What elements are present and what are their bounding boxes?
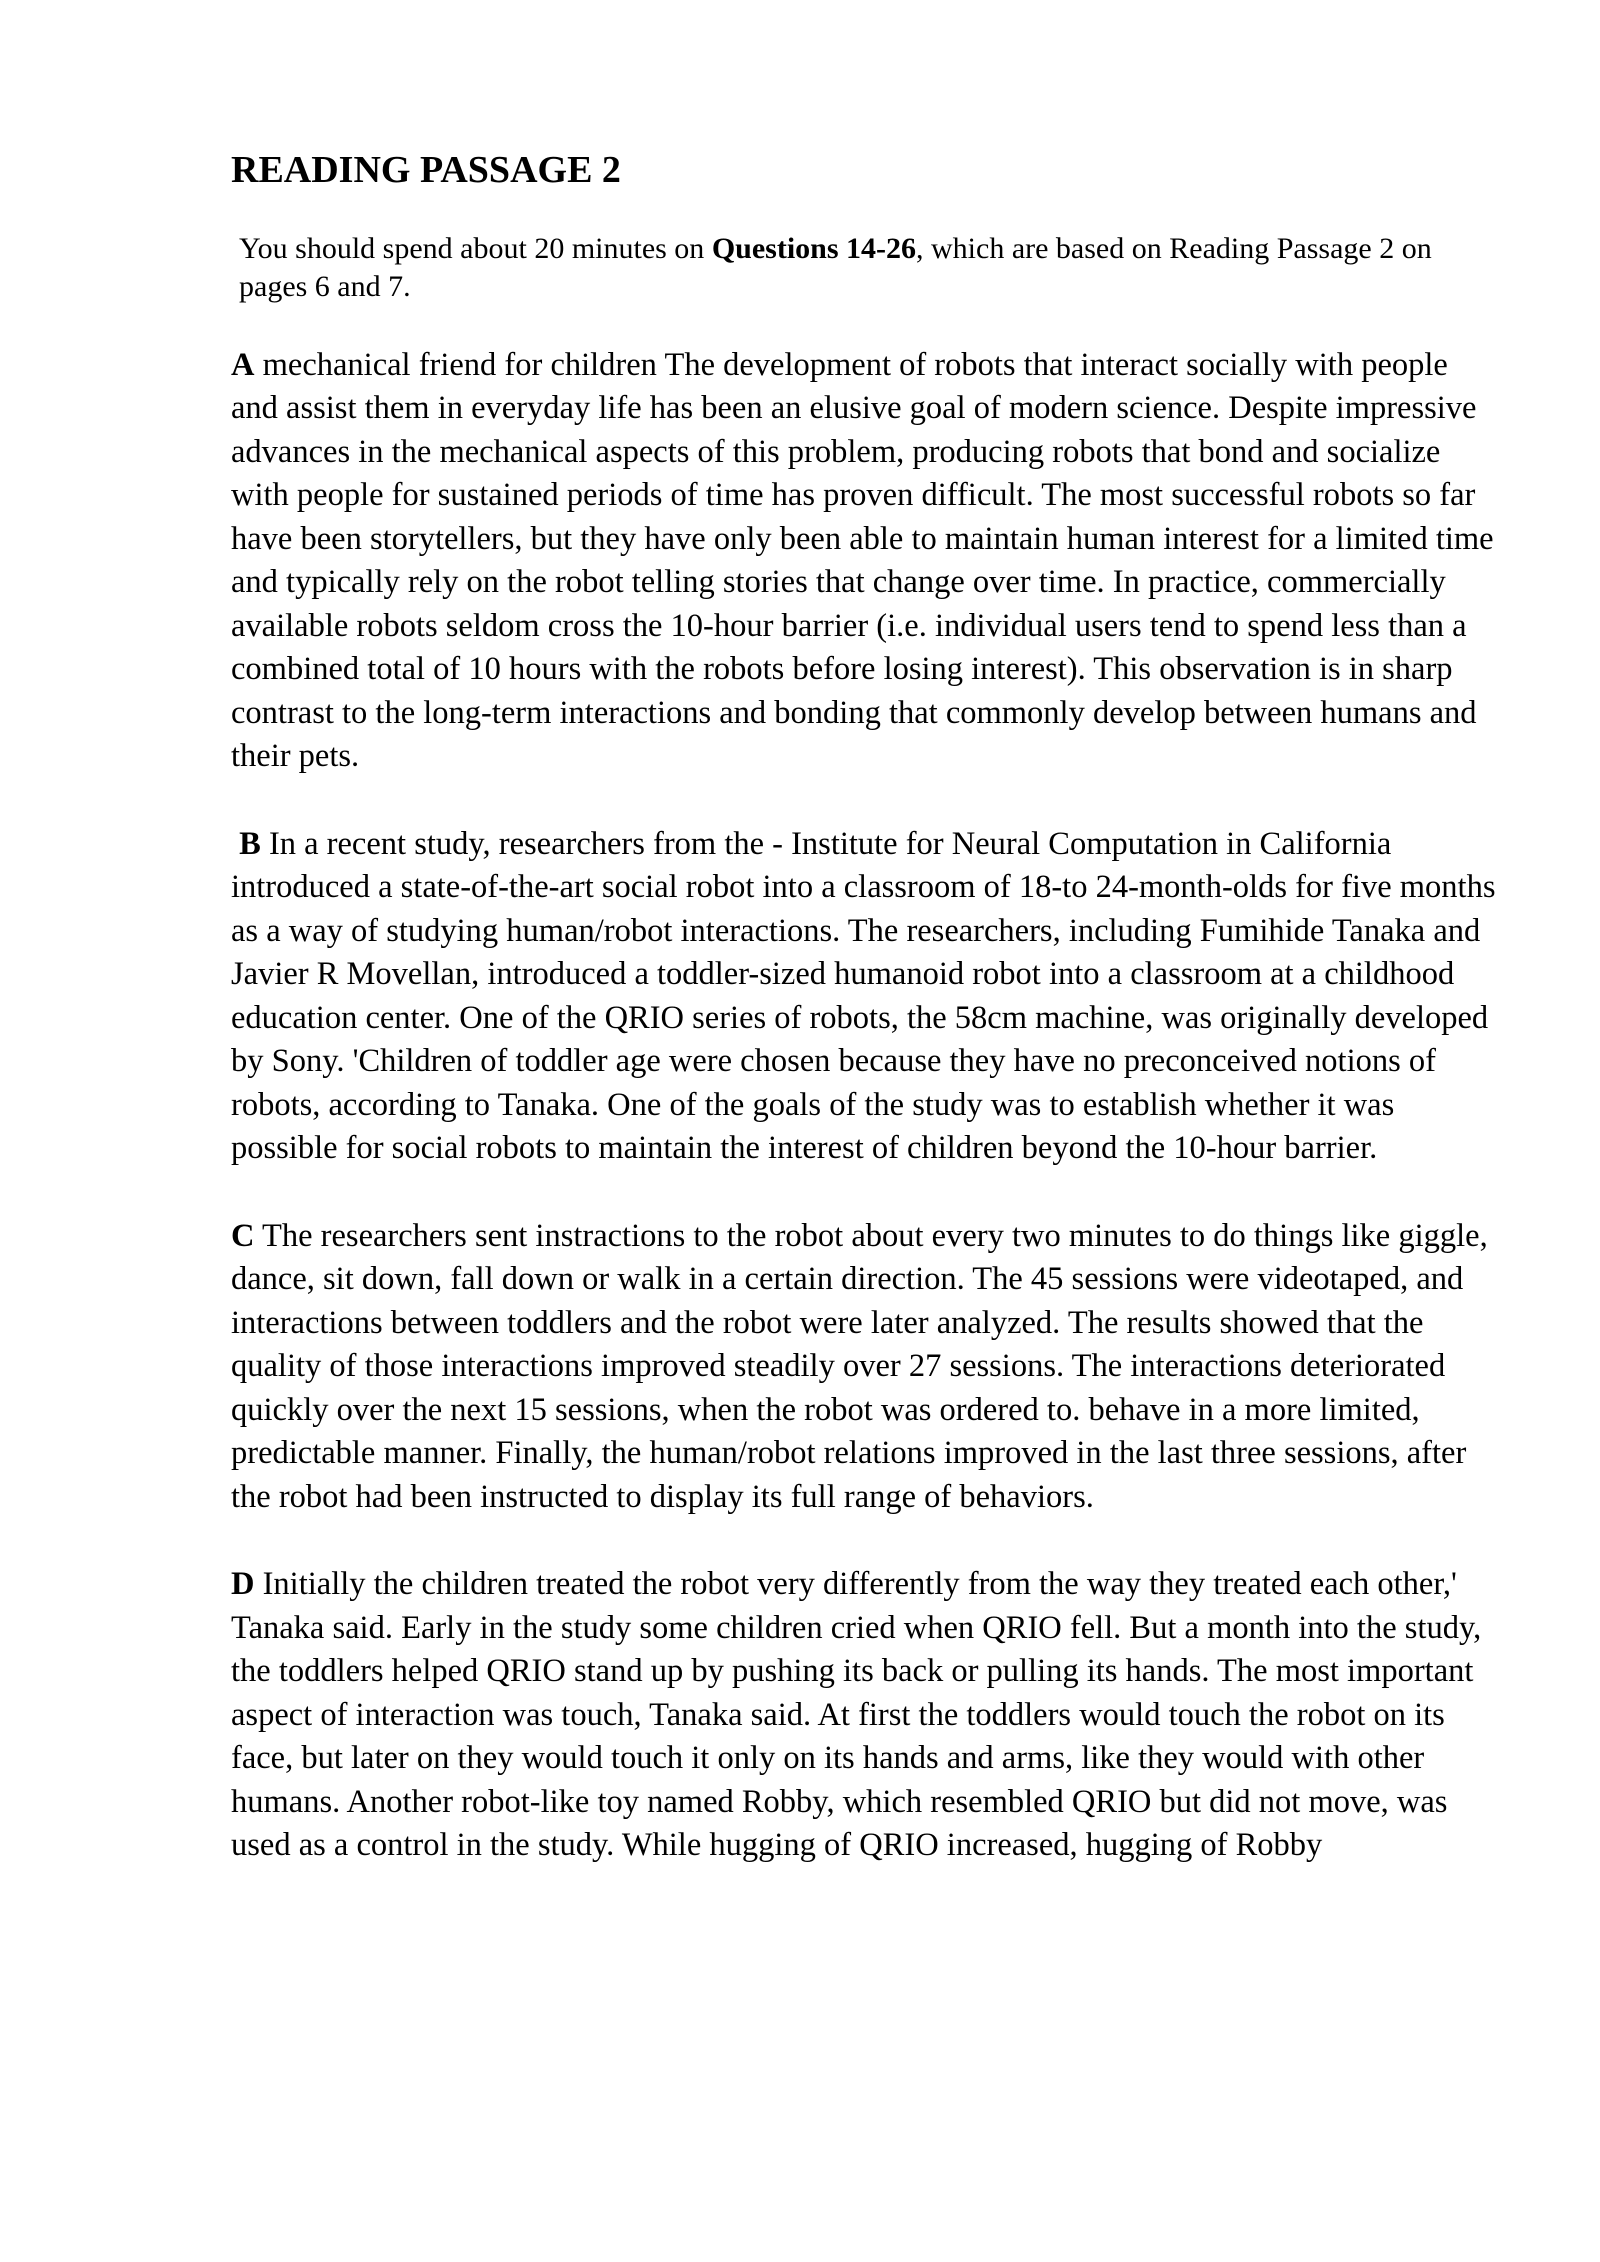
paragraph-b: [231, 823, 1501, 1171]
paragraph-c: [231, 1215, 1501, 1520]
paragraph-letter: B: [239, 825, 261, 862]
paragraph-letter: A: [231, 346, 255, 383]
paragraph-d: [231, 1563, 1501, 1868]
paragraph-letter: C: [231, 1217, 255, 1254]
paragraph-text: Initially the children treated the robot very differently from the way they treated each other,' Tanaka said. Early in the study some children cried when QRIO fell. But a month into the study, the toddlers helped QRIO stand up by pushing its back or pulling its hands. The most important aspect of interaction was touch, Tanaka said. At first the toddlers would touch the robot on its face, but later on they would touch it only on its hands and arms, like they would with other humans. Another robot-like toy named Robby, which resembled QRIO but did not move, was used as a control in the study. While hugging of QRIO increased, hugging of Robby: [231, 1566, 1482, 1864]
instructions: [231, 230, 1501, 306]
paragraph-text: mechanical friend for children The development of robots that interact socially with people and assist them in everyday life has been an elusive goal of modern science. Despite impressive advances in the mechanical aspects of this problem, producing robots that bond and socialize with people for sustained periods of time has proven difficult. The most successful robots so far have been storytellers, but they have only been able to maintain human interest for a limited time and typically rely on the robot telling stories that change over time. In practice, commercially available robots seldom cross the 10-hour barrier (i.e. individual users tend to spend less than a combined total of 10 hours with the robots before losing interest). This observation is in sharp contrast to the long-term interactions and bonding that commonly develop between humans and their pets.: [231, 346, 1494, 775]
paragraph-a: [231, 344, 1501, 779]
paragraph-text: In a recent study, researchers from the - Institute for Neural Computation in California introduced a state-of-the-art social robot into a classroom of 18-to 24-month-olds for five months as a way of studying human/robot interactions. The researchers, including Fumihide Tanaka and Javier R Movellan, introduced a toddler-sized humanoid robot into a classroom at a childhood education center. One of the QRIO series of robots, the 58cm machine, was originally developed by Sony. 'Children of toddler age were chosen because they have no preconceived notions of robots, according to Tanaka. One of the goals of the study was to establish whether it was possible for social robots to maintain the interest of children beyond the 10-hour barrier.: [231, 825, 1496, 1167]
paragraph-letter: D: [231, 1566, 255, 1603]
passage-title: READING PASSAGE 2: [231, 149, 621, 191]
document-page: [231, 150, 1501, 1868]
paragraph-text: The researchers sent instractions to the robot about every two minutes to do things like giggle, dance, sit down, fall down or walk in a certain direction. The 45 sessions were videotaped, and interactions between toddlers and the robot were later analyzed. The results showed that the quality of those interactions improved steadily over 27 sessions. The interactions deteriorated quickly over the next 15 sessions, when the robot was ordered to. behave in a more limited, predictable manner. Finally, the human/robot relations improved in the last three sessions, after the robot had been instructed to display its full range of behaviors.: [231, 1217, 1488, 1515]
instructions-questions-range: Questions 14-26: [711, 231, 916, 265]
instructions-text-before: You should spend about 20 minutes on: [239, 231, 712, 265]
instructions-text-after: , which are based on Reading Passage 2 on pages 6 and 7.: [239, 231, 1432, 303]
